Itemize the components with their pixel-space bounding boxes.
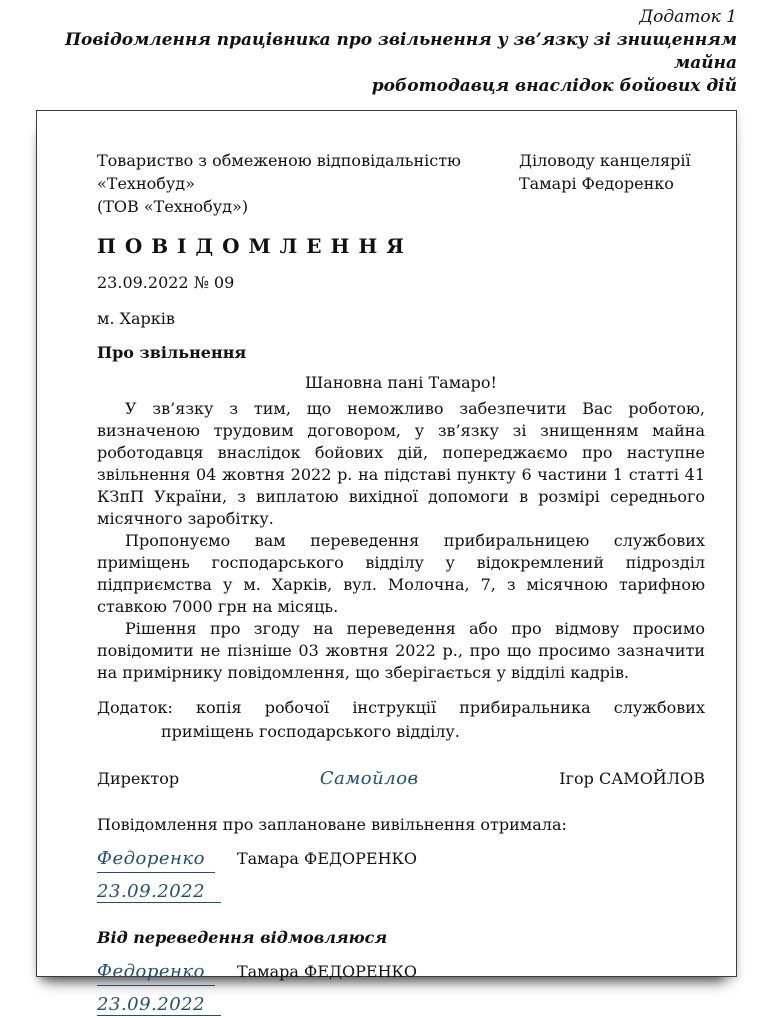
date-and-number: 23.09.2022 № 09 xyxy=(97,273,235,292)
place-line: м. Харків xyxy=(97,309,175,328)
director-handwritten-signature: Самойлов xyxy=(319,768,419,789)
sender-line: Товариство з обмеженою відповідальністю xyxy=(97,151,461,170)
sheet-header xyxy=(0,0,773,98)
director-name: Ігор САМОЙЛОВ xyxy=(559,769,705,788)
sender-line: «Технобуд» xyxy=(97,174,195,193)
refusal-caption: Від переведення відмовляюся xyxy=(97,928,388,947)
refusal-date-row xyxy=(97,992,705,1018)
addressee-block xyxy=(519,149,705,218)
addressee-line: Діловоду канцелярії xyxy=(519,151,691,170)
salutation: Шановна пані Тамаро! xyxy=(305,373,497,392)
subject-line: Про звільнення xyxy=(97,343,247,362)
addressing-block xyxy=(97,149,705,218)
refusal-handwritten-signature: Федоренко xyxy=(97,959,215,986)
receipt-caption: Повідомлення про заплановане вивільнення отримала: xyxy=(97,815,567,834)
receipt-date: 23.09.2022 xyxy=(97,881,221,903)
receipt-handwritten-signature: Федоренко xyxy=(97,846,215,873)
director-title: Директор xyxy=(97,769,180,788)
refusal-date: 23.09.2022 xyxy=(97,994,221,1016)
attachment-note: Додаток: копія робочої інструкції прибиральника службових приміщень господарського відділу. xyxy=(97,698,705,741)
receipt-signature-row xyxy=(97,846,705,873)
form-title-line-1: Повідомлення працівника про звільнення у зв’язку зі знищенням майна xyxy=(64,30,737,73)
receipt-employee-name: Тамара ФЕДОРЕНКО xyxy=(236,849,418,868)
receipt-date-row xyxy=(97,879,705,905)
body-paragraph: У зв’язку з тим, що неможливо забезпечити Вас роботою, визначеною трудовим договором, у зв’язку зі знищенням майна роботодавця внаслідок бойових дій, попереджаємо про наступне звільнення 04 жовтня 2022 р. на підставі пункту 6 частини 1 статті 41 КЗпП України, з виплатою вихідної допомоги в розмірі середнього місячного заробітку. xyxy=(97,399,705,528)
sender-line: (ТОВ «Технобуд») xyxy=(97,197,249,216)
addressee-line: Тамарі Федоренко xyxy=(519,174,674,193)
director-signature-row xyxy=(97,766,705,792)
refusal-signature-row xyxy=(97,959,705,986)
body-paragraph: Пропонуємо вам переведення прибиральницею службових приміщень господарського відділу у відокремлений підрозділ підприємства у м. Харків, вул. Молочна, 7, з місячною тарифною ставкою 7000 грн на місяць. xyxy=(97,531,705,616)
letter-body xyxy=(97,398,705,684)
appendix-label: Додаток 1 xyxy=(639,7,737,27)
body-paragraph: Рішення про згоду на переведення або про відмову просимо повідомити не пізніше 03 жовтня 2022 р., про що просимо зазначити на примірнику повідомлення, що зберігається у відділі кадрів. xyxy=(97,619,705,682)
form-title-line-2: роботодавця внаслідок бойових дій xyxy=(371,76,737,96)
document-type-title: П О В І Д О М Л Е Н Н Я xyxy=(97,234,405,258)
document-page xyxy=(36,110,737,1015)
refusal-employee-name: Тамара ФЕДОРЕНКО xyxy=(236,962,418,981)
sender-block xyxy=(97,149,461,218)
